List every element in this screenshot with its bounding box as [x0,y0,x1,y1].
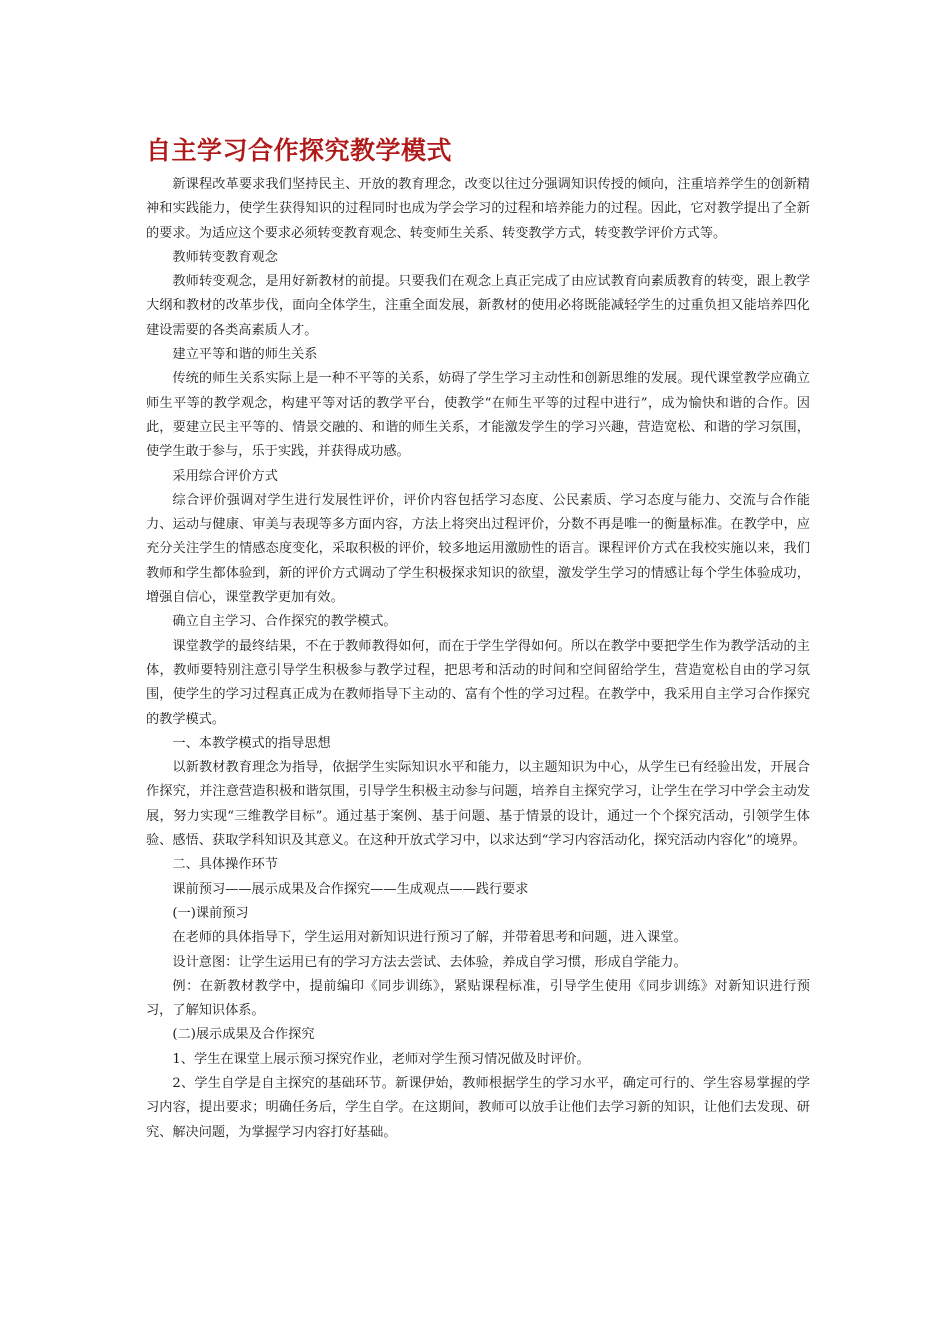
paragraph-evaluation: 综合评价强调对学生进行发展性评价，评价内容包括学习态度、公民素质、学习态度与能力、交流与合作能力、运动与健康、审美与表现等多方面内容，方法上将突出过程评价，分数不再是唯一的衡量标准。在教学中，应充分关注学生的情感态度变化，采取积极的评价，较多地运用激励性的语言。课程评价方式在我校实施以来，我们教师和学生都体验到，新的评价方式调动了学生积极探求知识的欲望，激发学生学习的情感让每个学生体验成功，增强自信心，课堂教学更加有效。 [146,492,810,606]
paragraph-item-2: 2、学生自学是自主探究的基础环节。新课伊始，教师根据学生的学习水平，确定可行的、学生容易掌握的学习内容，提出要求；明确任务后，学生自学。在这期间，教师可以放手让他们去学习新的知识，让他们去发现、研究、解决问题，为掌握学习内容打好基础。 [146,1075,810,1140]
document-title: 自主学习合作探究教学模式 [146,136,453,165]
paragraph-teaching-mode: 课堂教学的最终结果，不在于教师教得如何，而在于学生学得如何。所以在教学中要把学生作为教学活动的主体，教师要特别注意引导学生积极参与教学过程，把思考和活动的时间和空间留给学生，营造宽松自由的学习氛围，使学生的学习过程真正成为在教师指导下主动的、富有个性的学习过程。在教学中，我采用自主学习合作探究的教学模式。 [146,638,810,727]
heading-teacher-concept: 教师转变教育观念 [172,249,278,265]
paragraph-relationship: 传统的师生关系实际上是一种不平等的关系，妨碍了学生学习主动性和创新思维的发展。现代课堂教学应确立师生平等的教学观念，构建平等对话的教学平台，使教学“在师生平等的过程中进行”，成为愉快和谐的合作。因此，要建立民主平等的、情景交融的、和谐的师生关系，才能激发学生的学习兴趣，营造宽松、和谐的学习氛围，使学生敢于参与，乐于实践，并获得成功感。 [146,371,810,460]
paragraph-step-flow: 课前预习——展示成果及合作探究——生成观点——践行要求 [172,881,529,897]
heading-show-results: (二)展示成果及合作探究 [172,1027,315,1043]
paragraph-teacher-concept: 教师转变观念，是用好新教材的前提。只要我们在观念上真正完成了由应试教育向素质教育的转变，跟上教学大纲和教材的改革步伐，面向全体学生，注重全面发展，新教材的使用必将既能减轻学生的过重负担又能培养四化建设需要的各类高素质人才。 [146,274,810,338]
heading-evaluation: 采用综合评价方式 [172,468,278,484]
heading-relationship: 建立平等和谐的师生关系 [172,347,318,363]
paragraph-item-1: 1、学生在课堂上展示预习探究作业，老师对学生预习情况做及时评价。 [172,1051,590,1067]
heading-operation-steps: 二、具体操作环节 [172,857,278,873]
paragraph-guiding-idea: 以新教材教育理念为指导，依据学生实际知识水平和能力，以主题知识为中心，从学生已有经验出发，开展合作探究，并注意营造积极和谐氛围，引导学生积极主动参与问题，培养自主探究学习，让学生在学习中学会主动发展，努力实现“三维教学目标”。通过基于案例、基于问题、基于情景的设计，通过一个个探究活动，引领学生体验、感悟、获取学科知识及其意义。在这种开放式学习中，以求达到“学习内容活动化，探究活动内容化”的境界。 [146,760,810,849]
paragraph-preview: 在老师的具体指导下，学生运用对新知识进行预习了解，并带着思考和问题，进入课堂。 [172,930,687,946]
paragraph-design-intent: 设计意图：让学生运用已有的学习方法去尝试、去体验，养成自学习惯，形成自学能力。 [172,954,687,970]
paragraph-intro: 新课程改革要求我们坚持民主、开放的教育理念，改变以往过分强调知识传授的倾向，注重培养学生的创新精神和实践能力，使学生获得知识的过程同时也成为学会学习的过程和培养能力的过程。因此，它对教学提出了全新的要求。为适应这个要求必须转变教育观念、转变师生关系、转变教学方式，转变教学评价方式等。 [146,177,810,241]
heading-preview: (一)课前预习 [172,905,249,921]
heading-teaching-mode: 确立自主学习、合作探究的教学模式。 [172,614,397,630]
heading-guiding-idea: 一、本教学模式的指导思想 [172,735,331,751]
document-page [146,131,810,1145]
paragraph-example: 例：在新教材教学中，提前编印《同步训练》，紧贴课程标准，引导学生使用《同步训练》对新知识进行预习，了解知识体系。 [146,978,810,1019]
